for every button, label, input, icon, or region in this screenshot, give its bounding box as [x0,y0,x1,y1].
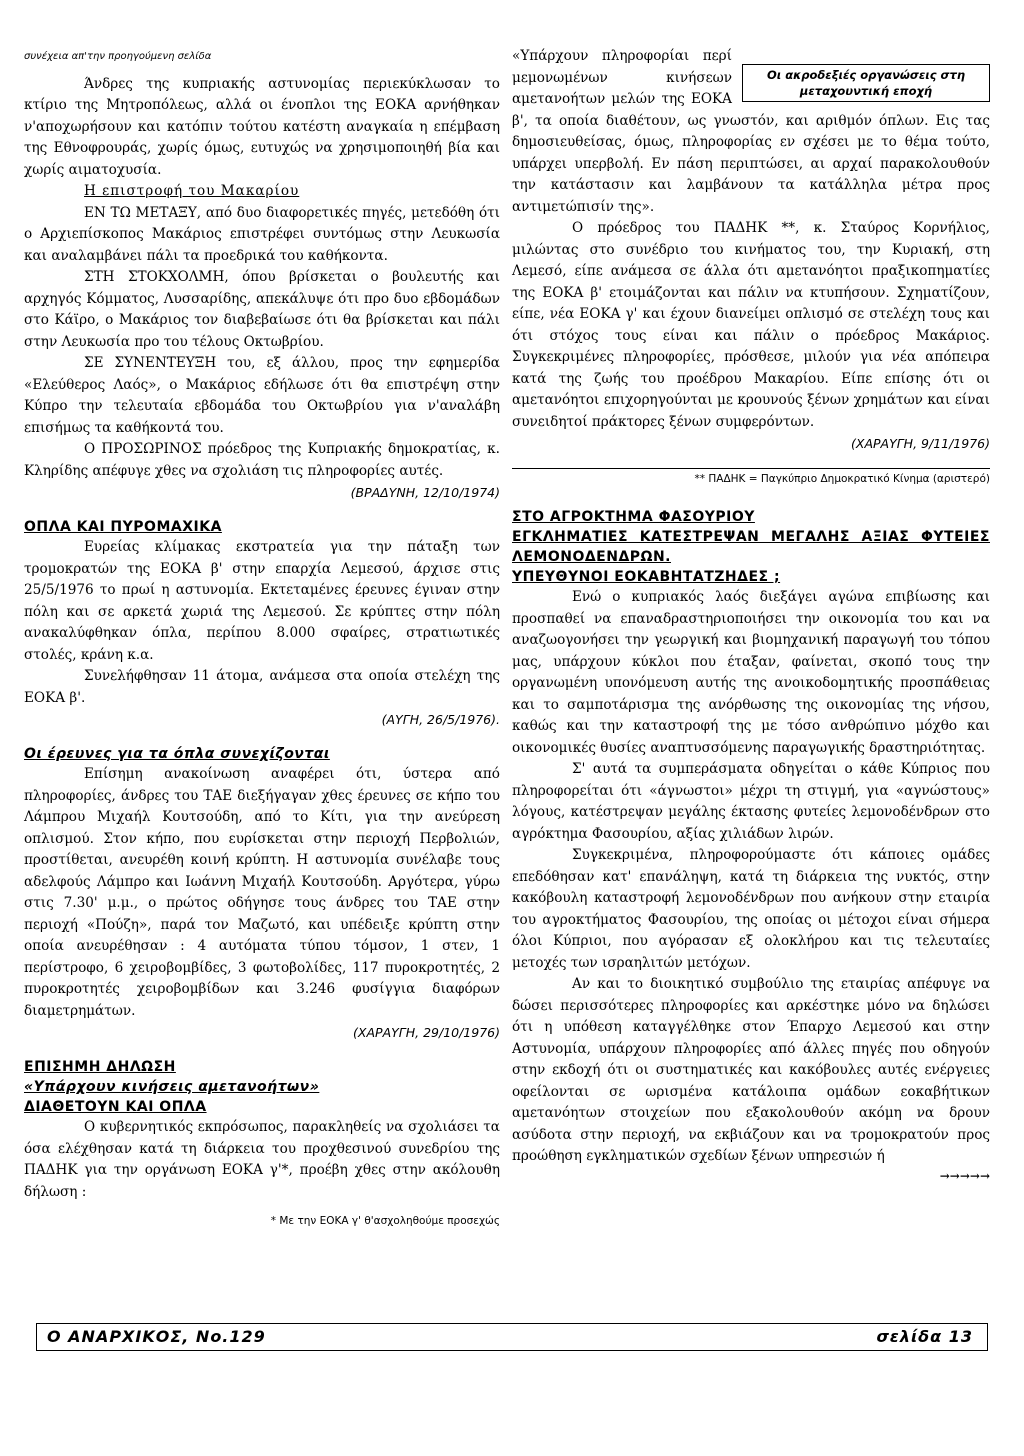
article-3-para-1: Επίσημη ανακοίνωση αναφέρει ότι, ύστερα από πληροφορίες, άνδρες του ΤΑΕ διεξήγαγαν χθες έρευνες σε κήπο του Λάμπρου Μιχαήλ Κουτσούδη, από το Κίτι, για την ανεύρεση οπλισμού. Στον κήπο, που ευρίσκεται στην περιοχή Περβολιών, προστίθεται, ανευρέθη κοινή κρύπτη. Η αστυνομία συνέλαβε τους αδελφούς Λάμπρο και Ιωάννη Μιχαήλ Κουτσούδη. Αργότερα, γύρω στις 7.30' μ.μ., ο πρώτος οδήγησε τους άνδρες του ΤΑΕ στην περιοχή «Πούζη», παρά τον Μαζωτό, και υπέδειξε κρύπτη στην οποία ανευρέθησαν : 4 αυτόματα τύπου τόμσον, 1 στεν, 1 περίστροφο, 6 χειροβομβίδες, 3 φωτοβολίδες, 117 πυροκροτητές, 2 πυροκροτητές χειροβομβίδων και 3.246 φυσίγγια διαφόρων διαμετρημάτων. [24,766,500,1019]
section-box-title: Οι ακροδεξιές οργανώσεις στη μεταχουντική εποχή [742,64,990,102]
article-6-para-3: Συγκεκριμένα, πληροφορούμαστε ότι κάποιες ομάδες επεδόθησαν κατ' επανάληψη, κατά τη διάρκεια της νυκτός, στην κακόβουλη καταστροφή λεμονοδένδρων που ανήκουν στην εταιρία του αγροκτήματος Φασουρίου, της οποίας οι μέτοχοι είναι σήμερα όλοι Κύπριοι, που αγόρασαν εξ ολοκλήρου και τις τελευταίες μετοχές των ισραηλιτών μετόχων. [512,847,990,971]
footnote-eoka: * Με την ΕΟΚΑ γ' θ'ασχοληθούμε προσεχώς [270,1215,500,1227]
article-6-para-2: Σ' αυτά τα συμπεράσματα οδηγείται ο κάθε Κύπριος που πληροφορείται ότι «άγνωστοι» μέχρι τη στιγμή, για «αγνώστους» λόγους, κατέστρεψαν μεγάλης έκτασης φυτείες λεμονοδένδρων στο αγρόκτημα Φασουρίου, αξίας χιλιάδων λιρών. [512,761,990,842]
article-6-heading-2: ΕΓΚΛΗΜΑΤΙΕΣ ΚΑΤΕΣΤΡΕΨΑΝ ΜΕΓΑΛΗΣ ΑΞΙΑΣ ΦΥΤΕΙΕΣ ΛΕΜΟΝΟΔΕΝΔΡΩΝ. [512,529,990,565]
article-3-heading: Οι έρευνες για τα όπλα συνεχίζονται [24,746,330,762]
article-1-subtitle: Η επιστροφή του Μακαρίου [84,183,300,199]
article-5-source: (ΧΑΡΑΥΓΗ, 9/11/1976) [851,436,990,451]
article-3-source: (ΧΑΡΑΥΓΗ, 29/10/1976) [353,1025,500,1040]
page-footer [36,1323,988,1351]
article-2-para-2: Συνελήφθησαν 11 άτομα, ανάμεσα στα οποία στελέχη της ΕΟΚΑ β'. [24,668,500,706]
continued-note: συνέχεια απ'την προηγούμενη σελίδα [24,51,212,62]
article-1-para-5: Ο ΠΡΟΣΩΡΙΝΟΣ πρόεδρος της Κυπριακής δημοκρατίας, κ. Κληρίδης απέφυγε χθες να σχολιάση τις πληροφορίες αυτές. [24,441,500,479]
publication-title: Ο ΑΝΑΡΧΙΚΟΣ, Νο.129 [47,1327,266,1346]
article-1-para-4: ΣΕ ΣΥΝΕΝΤΕΥΞΗ του, εξ άλλου, προς την εφημερίδα «Ελεύθερος Λαός», ο Μακάριος εδήλωσε ότι θα επιστρέψη στην Κύπρο την τελευταία εβδομάδα του Οκτωβρίου για ν'αναλάβη επισήμως τα καθήκοντά του. [24,355,500,436]
article-6-para-1: Ενώ ο κυπριακός λαός διεξάγει αγώνα επιβίωσης και προσπαθεί να επαναδραστηριοποιήσει την οικονομία του και να αναζωογονήσει την γεωργική και βιομηχανική παραγωγή του τόπου μας, υπάρχουν κύκλοι που έταξαν, φαίνεται, σκοπό τους την οργανωμένη υπονόμευση αυτής της ανοικοδομητικής προσπάθειας και το σαμποτάρισμα της ανόρθωσης της οικονομίας της νήσου, καθώς και την καταστροφή της με τόσο ανθρώπινο μόχθο και οικονομικές θυσίες αναπτυσσόμενης παραγωγικής δραστηριότητας. [512,589,990,756]
page-number: σελίδα 13 [876,1327,973,1346]
article-6-para-4: Αν και το διοικητικό συμβούλιο της εταιρίας απέφυγε να δώσει περισσότερες πληροφορίες και αρκέστηκε μόνο να δηλώσει ότι η υπόθεση καταγγέλθηκε στον Έπαρχο Λεμεσού και στην Αστυνομία, υπάρχουν πληροφορίες από άλλες πηγές που οδηγούν στην εκδοχή ότι οι συστηματικές και κακόβουλες αυτές ενέργειες οφείλονται σε ωρισμένα κατάλοιπα ομάδων εοκαβήτικων αμετανόητων στοιχείων που εξακολουθούν ακόμη να δρουν ασύδοτα στην περιοχή, να εκβιάζουν και να τρομοκρατούν προς προώθηση εγκληματικών σχεδίων ξένων υπηρεσιών ή [512,976,990,1164]
continue-arrows: →→→→→ [939,1168,990,1183]
article-1-para-1: Άνδρες της κυπριακής αστυνομίας περιεκύκλωσαν το κτίριο της Μητροπόλεως, αλλά οι ένοπλοι της ΕΟΚΑ αρνήθηκαν ν'αποχωρήσουν και κατόπιν τούτου κατέστη αναγκαία η επέμβαση της Εθνοφρουράς, χωρίς όμως, ευτυχώς να χρησιμοποιηθή βία και χωρίς αιματοχυσία. [24,75,500,178]
article-4-para-1: Ο κυβερνητικός εκπρόσωπος, παρακληθείς να σχολιάσει τα όσα ελέχθησαν κατά τη διάρκεια του προχθεσινού συνεδρίου της ΠΑΔΗΚ για την οργάνωση ΕΟΚΑ γ'*, προέβη χθες στην ακόλουθη δήλωση : [24,1119,500,1200]
article-1-para-3: ΣΤΗ ΣΤΟΚΧΟΛΜΗ, όπου βρίσκεται ο βουλευτής και αρχηγός Κόμματος, Λυσσαρίδης, απεκάλυψε ότι προ δυο εβδομάδων στο Κάϊρο, ο Μακάριος τον διαβεβαίωσε ότι θα βρίσκεται και πάλι στην Λευκωσία προ του τέλους Οκτωβρίου. [24,269,500,350]
article-4-heading-3: ΔΙΑΘΕΤΟΥΝ ΚΑΙ ΟΠΛΑ [24,1099,207,1115]
article-5-para-1: Ο πρόεδρος του ΠΑΔΗΚ **, κ. Σταύρος Κορνήλιος, μιλώντας στο συνέδριο του κινήματος του, την Κυριακή, στη Λεμεσό, είπε ανάμεσα σε άλλα ότι αμετανόητοι πραξικοπηματίες της ΕΟΚΑ β' ετοιμάζονται και πάλιν να κτυπήσουν. Σχηματίζουν, είπε, νέα ΕΟΚΑ γ' και έχουν διανείμει οπλισμό σε στελέχη τους και ότι στόχος τους είναι και πάλιν ο πρόεδρος Μακάριος. Συγκεκριμένες πληροφορίες, πρόσθεσε, μιλούν για νέα απόπειρα κατά της ζωής του προέδρου Μακαρίου. Είπε επίσης ότι οι αμετανόητοι επιχορηγούνται με κρουνούς ξένων χρημάτων και είναι συνειδητοί πράκτορες ξένων συμφερόντων. [512,220,990,430]
article-1-source: (ΒΡΑΔΥΝΗ, 12/10/1974) [350,485,500,500]
article-4-heading-1: ΕΠΙΣΗΜΗ ΔΗΛΩΣΗ [24,1059,176,1075]
article-4-quote: «Υπάρχουν πληροφορίαι περί μεμονωμένων κινήσεων αμετανοήτων μελών της ΕΟΚΑ β', τα οποία διαθέτουν, ως γνωστόν, και αριθμόν όπλων. Εις τας δημοσιευθείσας, όμως, πληροφορίας εν σχέσει με το θέμα τούτο, υπάρχει υπερβολή. Εν πάση περιπτώσει, αι αρχαί παρακολουθούν την κατάστασιν και λαμβάνουν τα κατάλληλα μέτρα προς αντιμετώπισίν της». [512,48,990,215]
article-2-source: (ΑΥΓΗ, 26/5/1976). [381,712,500,727]
article-1-para-2: ΕΝ ΤΩ ΜΕΤΑΞΥ, από δυο διαφορετικές πηγές, μετεδόθη ότι ο Αρχιεπίσκοπος Μακάριος επιστρέφει συντόμως στην Λευκωσία και αναλαμβάνει πάλι τα προεδρικά του καθήκοντα. [24,204,500,264]
article-2-heading: ΟΠΛΑ ΚΑΙ ΠΥΡΟΜΑΧΙΚΑ [24,519,222,535]
footnote-padik: ** ΠΑΔΗΚ = Παγκύπριο Δημοκρατικό Κίνημα (αριστερό) [512,468,990,487]
article-6-heading-1: ΣΤΟ ΑΓΡΟΚΤΗΜΑ ΦΑΣΟΥΡΙΟΥ [512,509,755,525]
article-2-para-1: Ευρείας κλίμακας εκστρατεία για την πάταξη των τρομοκρατών της ΕΟΚΑ β' στην επαρχία Λεμεσού, άρχισε στις 25/5/1976 το πρωί η αστυνομία. Εκτεταμένες έρευνες έγιναν στην πόλη και σε αρκετά χωριά της Λεμεσού. Σε κρύπτες στην πόλη ανακαλύφθηκαν όπλα, περίπου 8.000 σφαίρες, στρατιωτικές στολές, κράνη κ.α. [24,539,500,663]
left-column [24,46,500,1229]
right-column [512,46,990,1184]
article-6-heading-3: ΥΠΕΥΘΥΝΟΙ ΕΟΚΑΒΗΤΑΤΖΗΔΕΣ ; [512,569,781,585]
article-4-heading-2: «Υπάρχουν κινήσεις αμετανοήτων» [24,1079,320,1095]
